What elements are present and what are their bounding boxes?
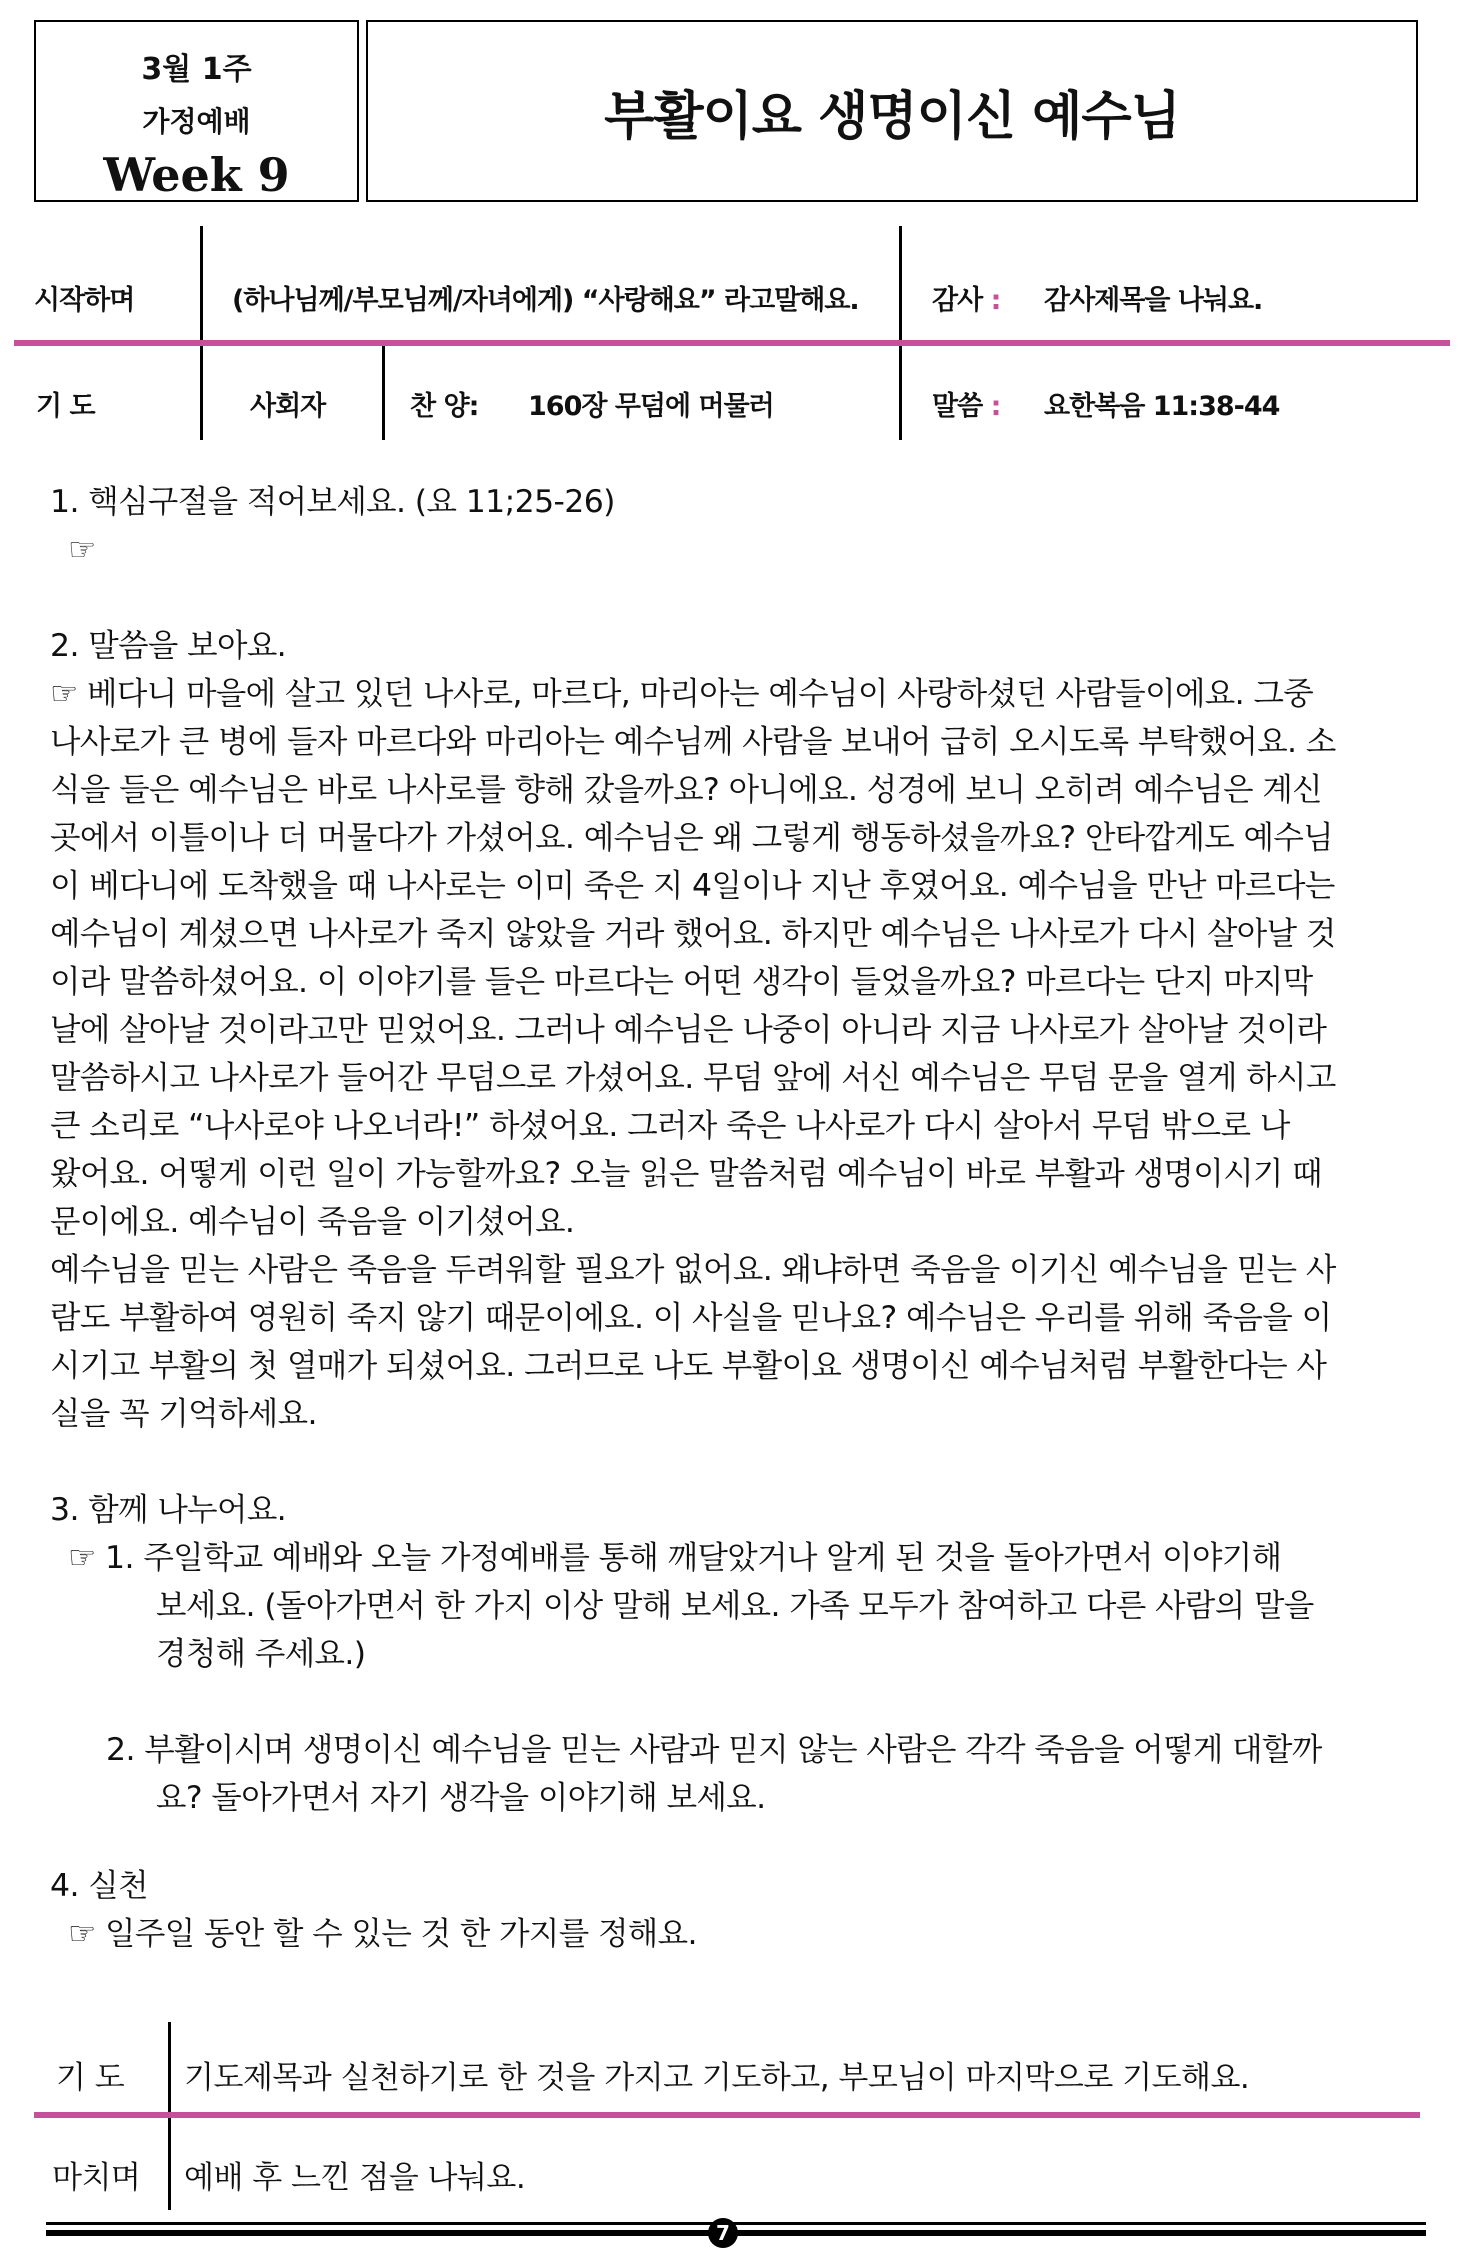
pointer-icon: ☞ (68, 532, 96, 568)
week-info-box (34, 20, 359, 202)
thanks-text: 감사제목을 나눠요. (1044, 285, 1263, 316)
closing-prayer-text: 기도제목과 실천하기로 한 것을 가지고 기도하고, 부모님이 마지막으로 기도해요. (184, 2060, 1250, 2096)
paragraph-line: 말씀하시고 나사로가 들어간 무덤으로 가셨어요. 무덤 앞에 서신 예수님은 무덤 문을 열게 하시고 (50, 1060, 1336, 1096)
paragraph-line: 날에 살아날 것이라고만 믿었어요. 그러나 예수님은 나중이 아니라 지금 나사로가 살아날 것이라 (50, 1012, 1327, 1048)
closing-table (34, 2022, 1420, 2210)
thanks-colon: : (990, 285, 1001, 316)
week-number: Week 9 (103, 148, 290, 202)
divider (200, 226, 203, 340)
paragraph-line: 큰 소리로 “나사로야 나오너라!” 하셨어요. 그러자 죽은 나사로가 다시 살아서 무덤 밖으로 나 (50, 1108, 1290, 1144)
prayer-label: 기 도 (36, 391, 95, 422)
divider (168, 2022, 171, 2112)
page-number: 7 (708, 2218, 738, 2248)
worship-content (50, 478, 1420, 1958)
hymn-text: 160장 무덤에 머물러 (528, 391, 774, 422)
divider (168, 2118, 171, 2210)
end-text: 예배 후 느낀 점을 나눠요. (184, 2160, 526, 2196)
word-colon: : (990, 391, 1001, 422)
practice-text: ☞ 일주일 동안 할 수 있는 것 한 가지를 정해요. (68, 1916, 697, 1952)
paragraph-line: 곳에서 이틀이나 더 머물다가 가셨어요. 예수님은 왜 그렇게 행동하셨을까요? 안타깝게도 예수님 (50, 820, 1333, 856)
paragraph-line: 이 베다니에 도착했을 때 나사로는 이미 죽은 지 4일이나 지난 후였어요. 예수님을 만난 마르다는 (50, 868, 1335, 904)
pink-rule (14, 340, 1450, 346)
paragraph-line: 식을 들은 예수님은 바로 나사로를 향해 갔을까요? 아니에요. 성경에 보니 오히려 예수님은 계신 (50, 772, 1322, 808)
paragraph-line: 나사로가 큰 병에 들자 마르다와 마리아는 예수님께 사람을 보내어 급히 오시도록 부탁했어요. 소 (50, 724, 1336, 760)
paragraph-line: 예수님을 믿는 사람은 죽음을 두려워할 필요가 없어요. 왜냐하면 죽음을 이기신 예수님을 믿는 사 (50, 1252, 1336, 1288)
divider (382, 346, 385, 440)
share-item-1-cont: 경청해 주세요.) (156, 1636, 366, 1672)
pink-rule (34, 2112, 1420, 2118)
divider (899, 346, 902, 440)
section-4-heading: 4. 실천 (50, 1868, 148, 1904)
start-label: 시작하며 (34, 285, 135, 316)
share-item-1-cont: 보세요. (돌아가면서 한 가지 이상 말해 보세요. 가족 모두가 참여하고 다른 사람의 말을 (156, 1588, 1314, 1624)
word-text: 요한복음 11:38-44 (1044, 391, 1280, 422)
end-label: 마치며 (52, 2160, 141, 2196)
page-title: 부활이요 생명이신 예수님 (604, 86, 1180, 147)
paragraph-line: 시기고 부활의 첫 열매가 되셨어요. 그러므로 나도 부활이요 생명이신 예수님처럼 부활한다는 사 (50, 1348, 1327, 1384)
paragraph-line: 왔어요. 어떻게 이런 일이 가능할까요? 오늘 읽은 말씀처럼 예수님이 바로 부활과 생명이시기 때 (50, 1156, 1322, 1192)
paragraph-line: 이라 말씀하셨어요. 이 이야기를 들은 마르다는 어떤 생각이 들었을까요? 마르다는 단지 마지막 (50, 964, 1313, 1000)
closing-prayer-label: 기 도 (56, 2060, 125, 2096)
title-box (366, 20, 1418, 202)
thanks-label: 감사 : (932, 285, 1001, 316)
share-item-2: 2. 부활이시며 생명이신 예수님을 믿는 사람과 믿지 않는 사람은 각각 죽음을 어떻게 대할까 (106, 1732, 1322, 1768)
divider (899, 226, 902, 340)
paragraph-line: 문이에요. 예수님이 죽음을 이기셨어요. (50, 1204, 575, 1240)
start-text: (하나님께/부모님께/자녀에게) “사랑해요” 라고말해요. (232, 285, 859, 316)
section-3-heading: 3. 함께 나누어요. (50, 1492, 287, 1528)
page-footer (46, 2221, 1426, 2245)
worship-order-table (14, 226, 1450, 440)
word-label: 말씀 : (932, 391, 1001, 422)
section-1-heading: 1. 핵심구절을 적어보세요. (요 11;25-26) (50, 484, 615, 520)
divider (200, 346, 203, 440)
leader-label: 사회자 (250, 391, 326, 422)
paragraph-line: 람도 부활하여 영원히 죽지 않기 때문이에요. 이 사실을 믿나요? 예수님은 우리를 위해 죽음을 이 (50, 1300, 1332, 1336)
share-item-2-cont: 요? 돌아가면서 자기 생각을 이야기해 보세요. (156, 1780, 766, 1816)
week-date: 3월 1주 (141, 52, 252, 87)
section-2-heading: 2. 말씀을 보아요. (50, 628, 287, 664)
worship-type: 가정예배 (142, 105, 251, 138)
paragraph-line: 예수님이 계셨으면 나사로가 죽지 않았을 거라 했어요. 하지만 예수님은 나사로가 다시 살아날 것 (50, 916, 1336, 952)
share-item-1: ☞ 1. 주일학교 예배와 오늘 가정예배를 통해 깨달았거나 알게 된 것을 돌아가면서 이야기해 (68, 1540, 1282, 1576)
paragraph-line: 실을 꼭 기억하세요. (50, 1396, 317, 1432)
hymn-label: 찬 양: (410, 391, 479, 422)
paragraph-line: ☞ 베다니 마을에 살고 있던 나사로, 마르다, 마리아는 예수님이 사랑하셨던 사람들이에요. 그중 (50, 676, 1314, 712)
